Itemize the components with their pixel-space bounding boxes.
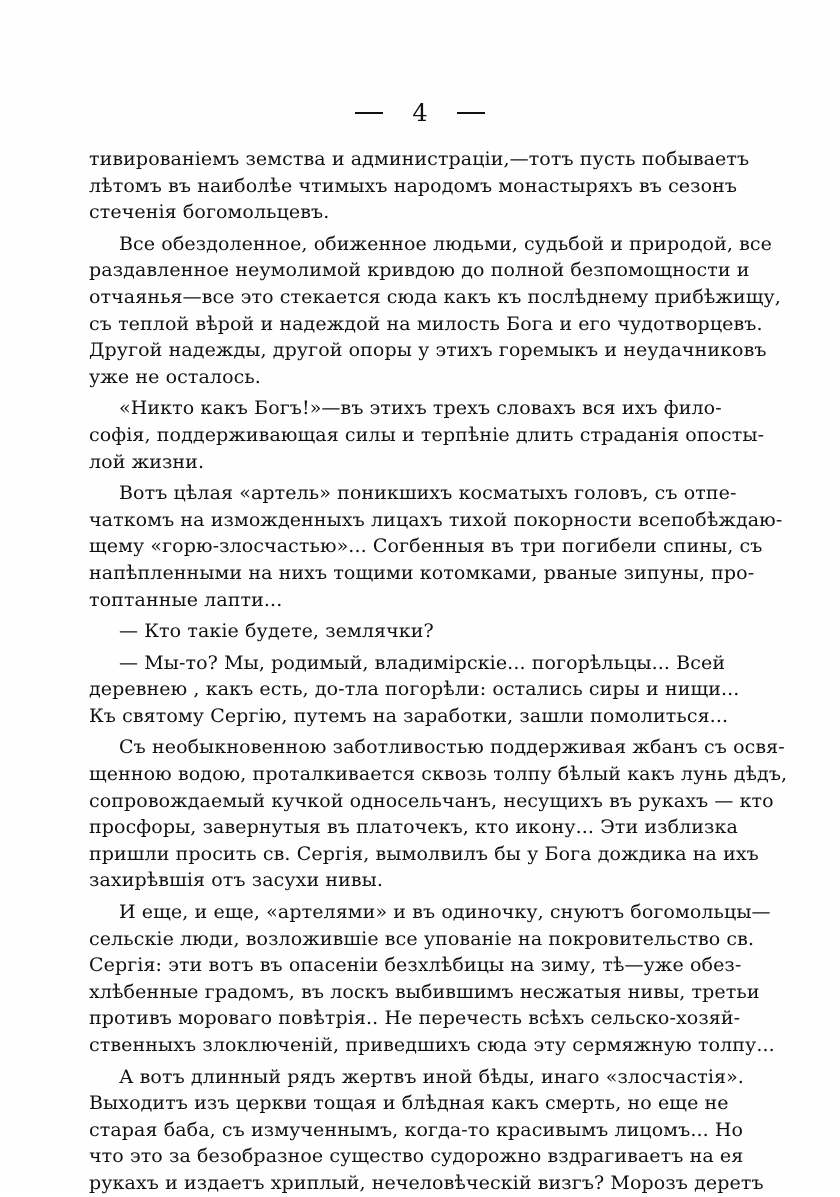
text-body <box>89 146 788 1197</box>
left-dash <box>355 112 383 114</box>
text-line: щему «горю-злосчастью»... Согбенныя въ три погибели спины, съ <box>89 535 763 558</box>
text-line: — Кто такіе будете, землячки? <box>119 620 434 643</box>
text-line: рукахъ и издаетъ хриплый, нечеловѣческій визгъ? Морозъ деретъ <box>89 1171 764 1194</box>
text-line: просфоры, завернутыя въ платочекъ, кто икону... Эти изблизка <box>89 816 738 839</box>
text-line: старая баба, съ измученнымъ, когда-то красивымъ лицомъ... Но <box>89 1118 744 1141</box>
text-line: стеченія богомольцевъ. <box>89 201 330 224</box>
paragraph <box>89 231 781 391</box>
text-line: пришли просить св. Сергія, вымолвилъ бы у Бога дождика на ихъ <box>89 842 759 865</box>
text-line: деревнею , какъ есть, до-тла погорѣли: остались сиры и нищи... <box>89 678 740 701</box>
text-line: щенною водою, проталкивается сквозь толпу бѣлый какъ лунь дѣдъ, <box>89 763 788 786</box>
text-line: захирѣвшія отъ засухи нивы. <box>89 869 384 892</box>
page-number: 4 <box>412 98 428 127</box>
paragraph <box>89 480 783 613</box>
text-line: лѣтомъ въ наиболѣе чтимыхъ народомъ монастыряхъ въ сезонъ <box>89 174 738 197</box>
text-line: тивированіемъ земства и администраціи,—тотъ пусть побываетъ <box>89 148 750 170</box>
text-line: Другой надежды, другой опоры у этихъ горемыкъ и неудачниковъ <box>89 339 767 362</box>
text-line: хлѣбенные градомъ, въ лоскъ выбившимъ несжатыя нивы, третьи <box>89 980 760 1003</box>
page-header <box>0 96 840 128</box>
text-line: — Мы-то? Мы, родимый, владимірскіе... погорѣльцы... Всей <box>119 651 726 674</box>
text-line: напѣпленными на нихъ тощими котомками, рваные зипуны, про- <box>89 561 755 584</box>
text-line: Сергія: эти вотъ въ опасеніи безхлѣбицы на зиму, тѣ—уже обез- <box>89 954 742 977</box>
text-line: что это за безобразное существо судорожно вздрагиваетъ на ея <box>89 1145 744 1168</box>
text-line: сопровождаемый кучкой односельчанъ, несущихъ въ рукахъ — кто <box>89 789 774 812</box>
paragraph <box>89 395 765 475</box>
text-line: ственныхъ злоключеній, приведшихъ сюда эту сермяжную толпу... <box>89 1034 775 1056</box>
text-line: Выходитъ изъ церкви тощая и блѣдная какъ смерть, но еще не <box>89 1092 729 1115</box>
paragraph <box>89 734 788 894</box>
text-line: Все обездоленное, обиженное людьми, судьбой и природой, все <box>119 232 773 255</box>
text-line: раздавленное неумолимой кривдою до полной безпомощности и <box>89 259 750 282</box>
text-line: чаткомъ на изможденныхъ лицахъ тихой покорности всепобѣждаю- <box>89 508 783 531</box>
text-line: А вотъ длинный рядъ жертвъ иной бѣды, инаго «злосчастія». <box>119 1065 744 1088</box>
text-line: съ теплой вѣрой и надеждой на милость Бога и его чудотворцевъ. <box>89 312 763 335</box>
paragraph <box>89 899 775 1059</box>
text-line: софія, поддерживающая силы и терпѣніе длить страданія опосты- <box>89 423 765 446</box>
paragraph <box>89 1064 764 1197</box>
right-dash <box>457 112 485 114</box>
text-line: «Никто какъ Богъ!»—въ этихъ трехъ словахъ вся ихъ фило- <box>119 397 722 420</box>
text-line: уже не осталось. <box>89 365 261 388</box>
text-line: противъ мороваго повѣтрія.. Не перечесть всѣхъ сельско-хозяй- <box>89 1007 741 1030</box>
text-line: Къ святому Сергію, путемъ на заработки, зашли помолиться... <box>89 704 729 727</box>
paragraph <box>89 650 740 730</box>
text-line: Вотъ цѣлая «артель» поникшихъ косматыхъ головъ, съ отпе- <box>119 482 737 505</box>
text-line: лой жизни. <box>89 450 205 473</box>
text-line: топтанные лапти... <box>89 588 283 611</box>
text-line: И еще, и еще, «артелями» и въ одиночку, снуютъ богомольцы— <box>119 901 771 924</box>
text-line: Съ необыкновенною заботливостью поддерживая жбанъ съ освя- <box>119 736 785 759</box>
paragraph <box>89 146 750 226</box>
text-line: сельскіе люди, возложившіе все упованіе на покровительство св. <box>89 927 755 950</box>
paragraph <box>89 618 721 645</box>
text-line: отчаянья—все это стекается сюда какъ къ послѣднему прибѣжищу, <box>89 285 781 308</box>
